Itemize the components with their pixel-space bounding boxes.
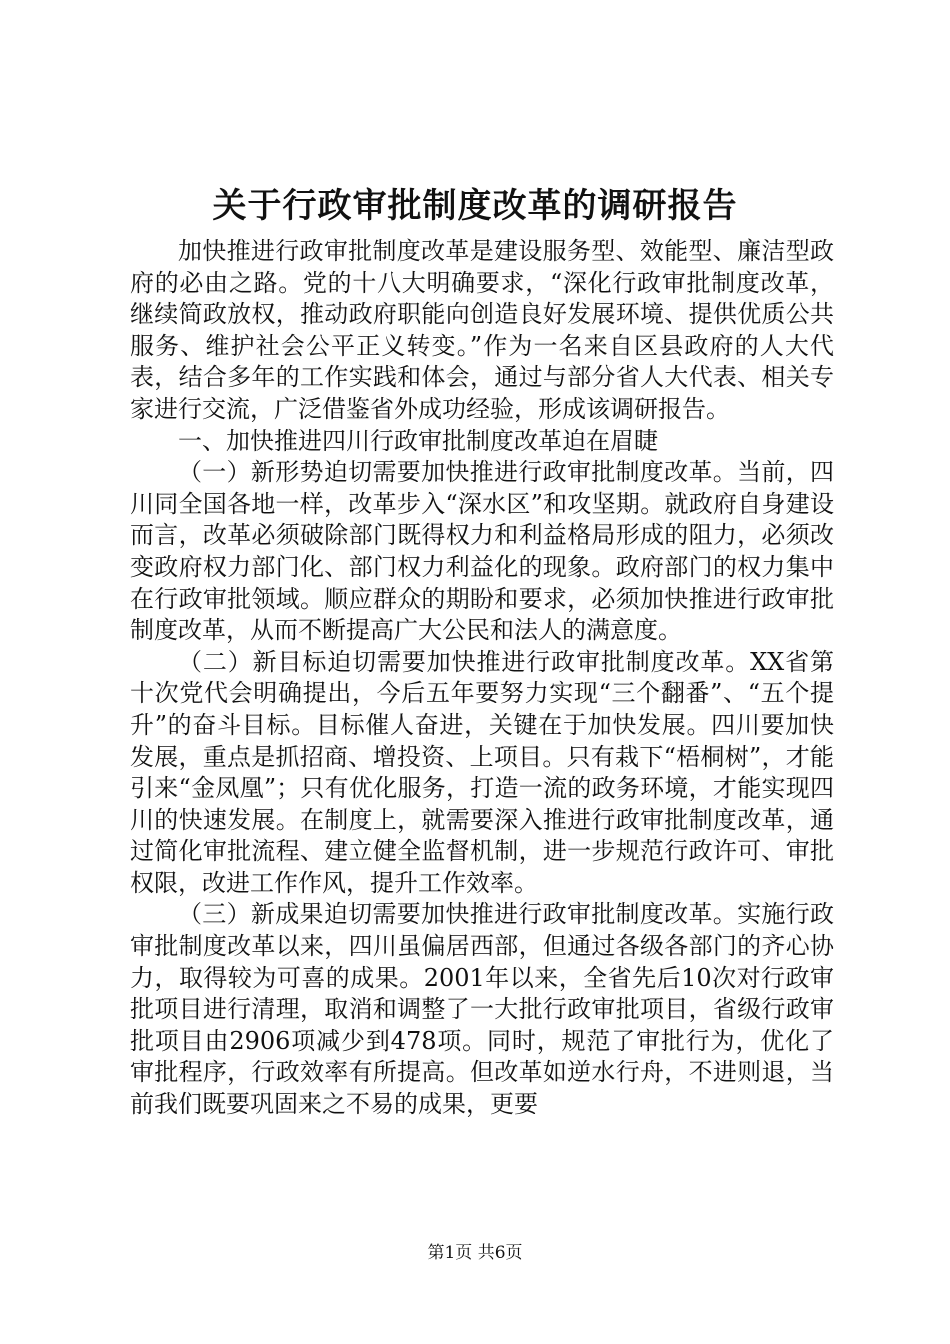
page-footer: 第1页 共6页: [427, 1243, 523, 1263]
section-heading-1: 一、加快推进四川行政审批制度改革迫在眉睫: [178, 426, 658, 455]
paragraph-subsection-2: （二）新目标迫切需要加快推进行政审批制度改革。XX省第十次党代会明确提出，今后五年要努力实现“三个翻番”、“五个提升”的奋斗目标。目标催人奋进，关键在于加快发展。四川要加快发展，重点是抓招商、增投资、上项目。只有栽下“梧桐树”，才能引来“金凤凰”；只有优化服务，打造一流的政务环境，才能实现四川的快速发展。在制度上，就需要深入推进行政审批制度改革，通过简化审批流程、建立健全监督机制，进一步规范行政许可、审批权限，改进工作作风，提升工作效率。: [130, 647, 834, 897]
document-title: 关于行政审批制度改革的调研报告: [212, 186, 738, 226]
paragraph-intro: 加快推进行政审批制度改革是建设服务型、效能型、廉洁型政府的必由之路。党的十八大明确要求，“深化行政审批制度改革，继续简政放权，推动政府职能向创造良好发展环境、提供优质公共服务、维护社会公平正义转变。”作为一名来自区县政府的人大代表，结合多年的工作实践和体会，通过与部分省人大代表、相关专家进行交流，广泛借鉴省外成功经验，形成该调研报告。: [130, 237, 834, 423]
paragraph-subsection-1: （一）新形势迫切需要加快推进行政审批制度改革。当前，四川同全国各地一样，改革步入“深水区”和攻坚期。就政府自身建设而言，改革必须破除部门既得权力和利益格局形成的阻力，必须改变政府权力部门化、部门权力利益化的现象。政府部门的权力集中在行政审批领域。顺应群众的期盼和要求，必须加快推进行政审批制度改革，从而不断提高广大公民和法人的满意度。: [130, 458, 834, 645]
document-body: [130, 236, 834, 1121]
paragraph-subsection-3: （三）新成果迫切需要加快推进行政审批制度改革。实施行政审批制度改革以来，四川虽偏居西部，但通过各级各部门的齐心协力，取得较为可喜的成果。2001年以来，全省先后10次对行政审批项目进行清理，取消和调整了一大批行政审批项目，省级行政审批项目由2906项减少到478项。同时，规范了审批行为，优化了审批程序，行政效率有所提高。但改革如逆水行舟，不进则退，当前我们既要巩固来之不易的成果，更要: [130, 900, 834, 1119]
